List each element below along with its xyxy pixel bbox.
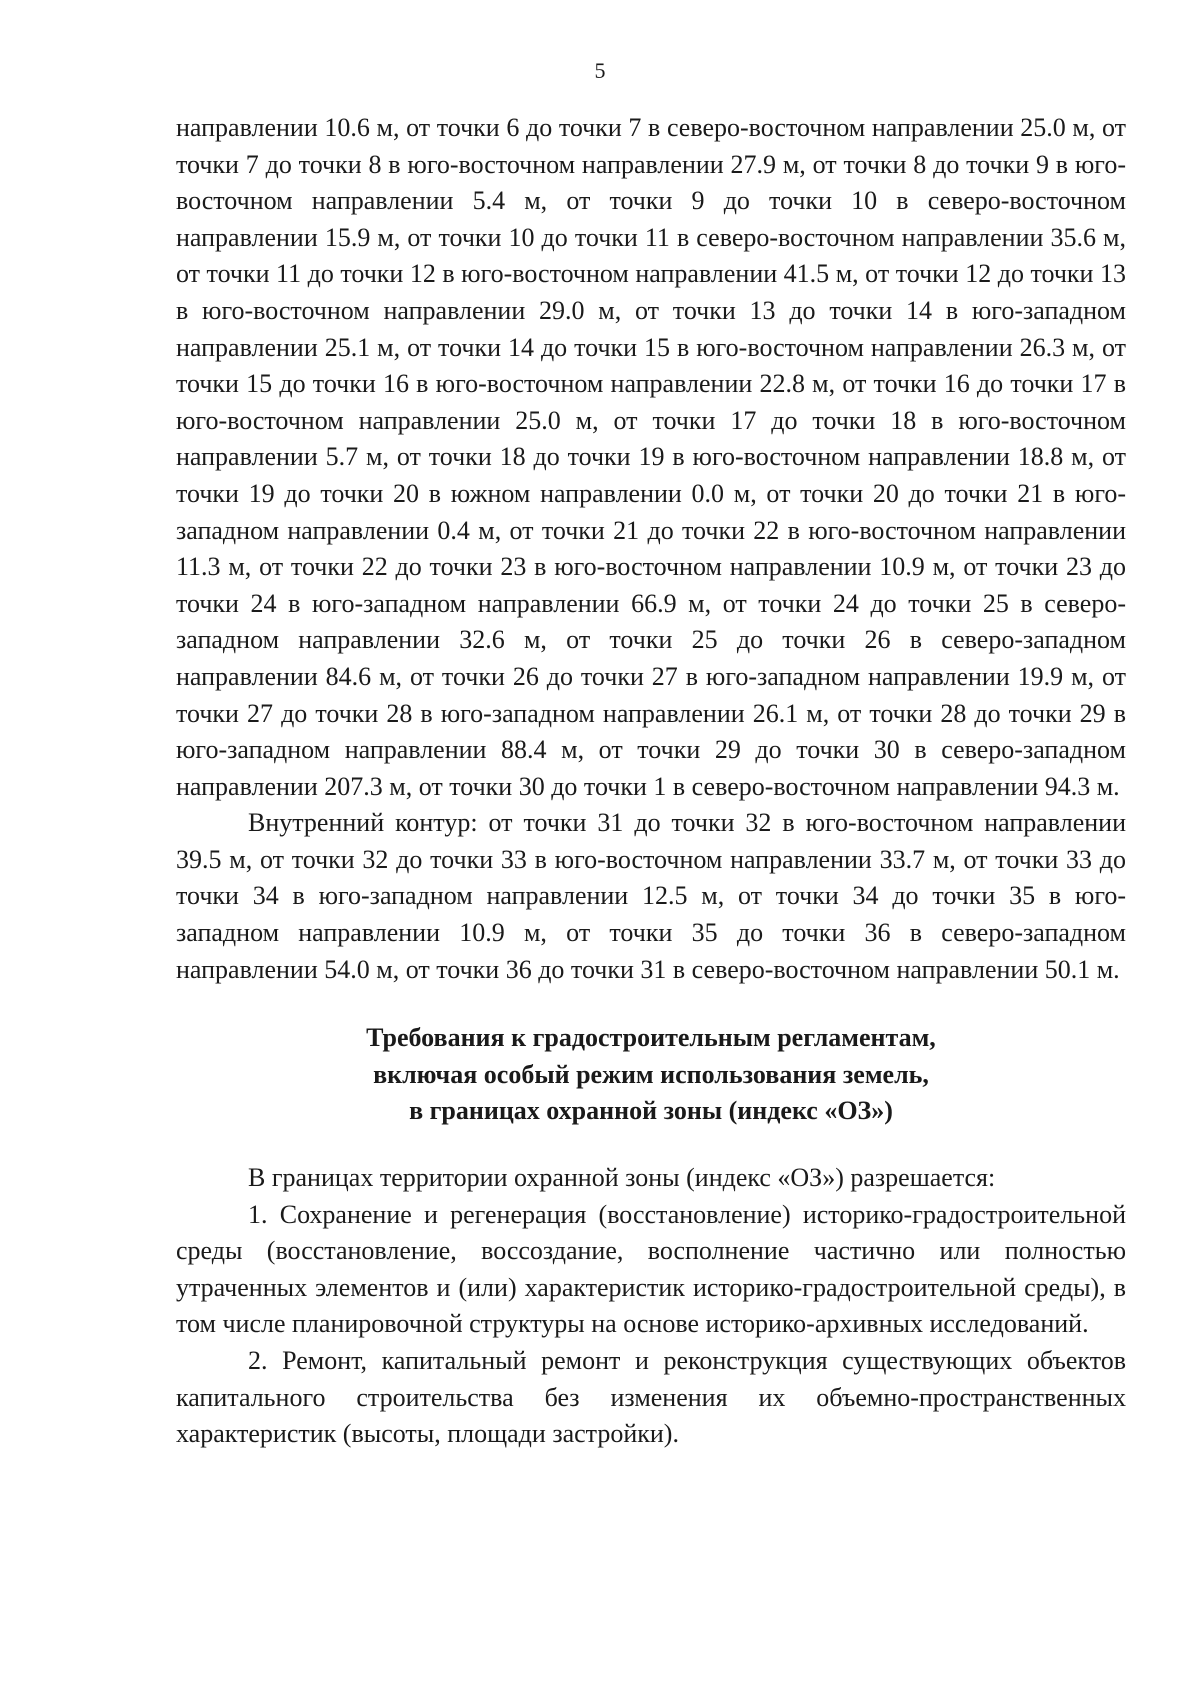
page-number: 5: [594, 58, 606, 83]
paragraph-permitted-intro: В границах территории охранной зоны (индекс «ОЗ») разрешается:: [248, 1163, 996, 1193]
paragraph-inner-contour: Внутренний контур: от точки 31 до точки 32 в юго-восточном направлении 39.5 м, от точки 32 до точки 33 в юго-восточном направлении 33.7 м, от точки 33 до точки 34 в юго-западном направлении 12.5 м, от точки 34 до точки 35 в юго-западном направлении 10.9 м, от точки 35 до точки 36 в северо-западном направлении 54.0 м, от точки 36 до точки 31 в северо-восточном направлении 50.1 м.: [176, 808, 1126, 984]
paragraph-outer-contour-continuation: направлении 10.6 м, от точки 6 до точки 7 в северо-восточном направлении 25.0 м, от точки 7 до точки 8 в юго-восточном направлении 27.9 м, от точки 8 до точки 9 в юго-восточном направлении 5.4 м, от точки 9 до точки 10 в северо-восточном направлении 15.9 м, от точки 10 до точки 11 в северо-восточном направлении 35.6 м, от точки 11 до точки 12 в юго-восточном направлении 41.5 м, от точки 12 до точки 13 в юго-восточном направлении 29.0 м, от точки 13 до точки 14 в юго-западном направлении 25.1 м, от точки 14 до точки 15 в юго-восточном направлении 26.3 м, от точки 15 до точки 16 в юго-восточном направлении 22.8 м, от точки 16 до точки 17 в юго-восточном направлении 25.0 м, от точки 17 до точки 18 в юго-восточном направлении 5.7 м, от точки 18 до точки 19 в юго-восточном направлении 18.8 м, от точки 19 до точки 20 в южном направлении 0.0 м, от точки 20 до точки 21 в юго-западном направлении 0.4 м, от точки 21 до точки 22 в юго-восточном направлении 11.3 м, от точки 22 до точки 23 в юго-восточном направлении 10.9 м, от точки 23 до точки 24 в юго-западном направлении 66.9 м, от точки 24 до точки 25 в северо-западном направлении 32.6 м, от точки 25 до точки 26 в северо-западном направлении 84.6 м, от точки 26 до точки 27 в юго-западном направлении 19.9 м, от точки 27 до точки 28 в юго-западном направлении 26.1 м, от точки 28 до точки 29 в юго-западном направлении 88.4 м, от точки 29 до точки 30 в северо-западном направлении 207.3 м, от точки 30 до точки 1 в северо-восточном направлении 94.3 м.: [176, 113, 1126, 801]
section-heading-line-2: включая особый режим использования земель,: [373, 1059, 929, 1089]
document-body: [176, 110, 1126, 1453]
section-heading-line-1: Требования к градостроительным регламентам,: [366, 1023, 936, 1053]
section-heading-line-3: в границах охранной зоны (индекс «ОЗ»): [409, 1096, 893, 1126]
paragraph-item-2: 2. Ремонт, капитальный ремонт и реконструкция существующих объектов капитального строительства без изменения их объемно-пространственных характеристик (высоты, площади застройки).: [176, 1346, 1126, 1449]
paragraph-item-1: 1. Сохранение и регенерация (восстановление) историко-градостроительной среды (восстановление, воссоздание, восполнение частично или полностью утраченных элементов и (или) характеристик историко-градостроительной среды), в том числе планировочной структуры на основе историко-архивных исследований.: [176, 1199, 1126, 1339]
section-heading: [176, 1020, 1126, 1130]
